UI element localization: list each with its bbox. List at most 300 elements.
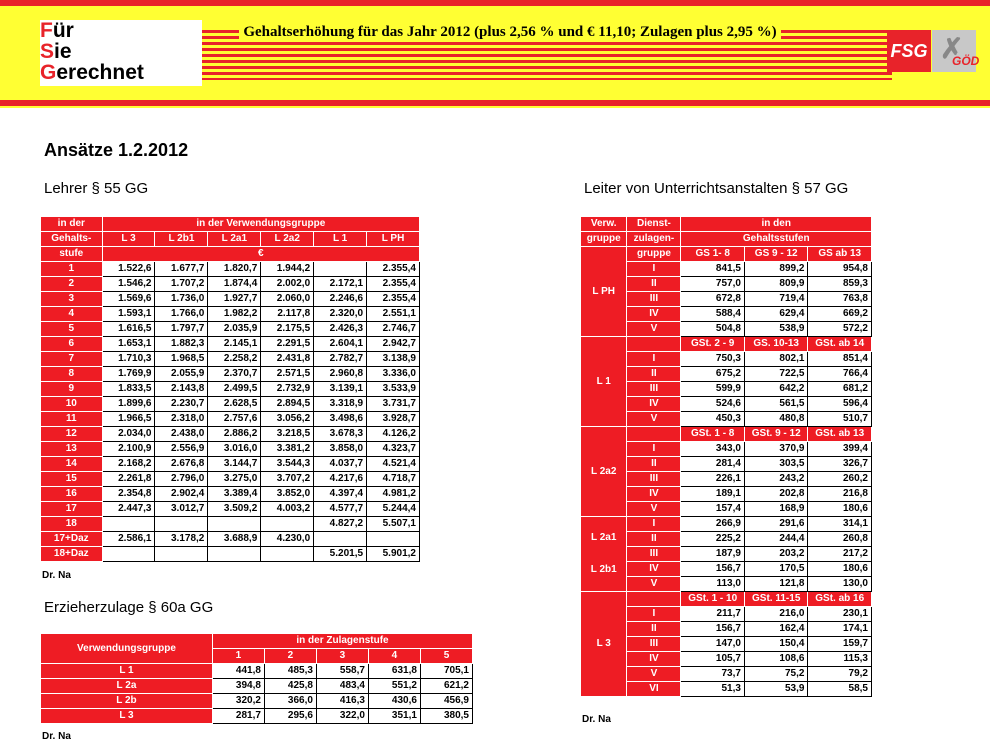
leiter-title: Leiter von Unterrichtsanstalten § 57 GG bbox=[584, 180, 849, 197]
value-cell: 3.389,4 bbox=[208, 487, 261, 502]
value-cell bbox=[155, 547, 208, 562]
value-cell bbox=[155, 517, 208, 532]
value-cell: 1.653,1 bbox=[102, 337, 155, 352]
value-cell: 3.707,2 bbox=[261, 472, 314, 487]
erzieher-title: Erzieherzulage § 60a GG bbox=[44, 599, 214, 616]
value-cell: 3.509,2 bbox=[208, 502, 261, 517]
row-header: 18+Daz bbox=[41, 547, 103, 562]
value-cell: 802,1 bbox=[744, 352, 808, 367]
value-cell: 2.230,7 bbox=[155, 397, 208, 412]
value-cell: 180,6 bbox=[808, 502, 872, 517]
row-header: L 3 bbox=[41, 709, 213, 724]
value-cell: 79,2 bbox=[808, 667, 872, 682]
value-cell: 551,2 bbox=[368, 679, 420, 694]
column-header: 3 bbox=[316, 649, 368, 664]
banner-top-line bbox=[0, 0, 990, 6]
logo-initial: G bbox=[40, 61, 57, 84]
value-cell: 809,9 bbox=[744, 277, 808, 292]
row-header: III bbox=[627, 637, 681, 652]
value-cell: 2.355,4 bbox=[367, 277, 420, 292]
row-header: 10 bbox=[41, 397, 103, 412]
row-header: 16 bbox=[41, 487, 103, 502]
column-header-dienstzulagen bbox=[627, 592, 681, 607]
value-cell: 3.139,1 bbox=[314, 382, 367, 397]
value-cell: 1.982,2 bbox=[208, 307, 261, 322]
value-cell: 281,4 bbox=[681, 457, 745, 472]
value-cell: 430,6 bbox=[368, 694, 420, 709]
value-cell: 1.882,3 bbox=[155, 337, 208, 352]
value-cell: 2.261,8 bbox=[102, 472, 155, 487]
row-header: V bbox=[627, 577, 681, 592]
value-cell bbox=[102, 547, 155, 562]
value-cell: 3.533,9 bbox=[367, 382, 420, 397]
value-cell: 750,3 bbox=[681, 352, 745, 367]
column-header: 5 bbox=[420, 649, 472, 664]
lehrer-note: Dr. Na bbox=[42, 570, 71, 581]
value-cell: 1.833,5 bbox=[102, 382, 155, 397]
value-cell: 558,7 bbox=[316, 664, 368, 679]
value-cell: 642,2 bbox=[744, 382, 808, 397]
row-header: I bbox=[627, 607, 681, 622]
value-cell bbox=[208, 547, 261, 562]
column-header: GS. 10-13 bbox=[744, 337, 808, 352]
column-header-dienstzulagen bbox=[627, 427, 681, 442]
table-row bbox=[41, 277, 420, 292]
leiter-table bbox=[580, 216, 872, 697]
table-row bbox=[41, 532, 420, 547]
value-cell: 2.499,5 bbox=[208, 382, 261, 397]
value-cell: 266,9 bbox=[681, 517, 745, 532]
value-cell: 1.736,0 bbox=[155, 292, 208, 307]
value-cell: 483,4 bbox=[316, 679, 368, 694]
value-cell: 2.894,5 bbox=[261, 397, 314, 412]
value-cell: 841,5 bbox=[681, 262, 745, 277]
group-header: in den bbox=[681, 217, 872, 232]
group-header: in der Verwendungsgruppe bbox=[102, 217, 419, 232]
column-header-gehaltsstufe: stufe bbox=[41, 247, 103, 262]
group-label: L PH bbox=[592, 285, 616, 297]
group-cell bbox=[581, 337, 627, 427]
table-row bbox=[581, 517, 872, 532]
table-row bbox=[41, 262, 420, 277]
value-cell: 303,5 bbox=[744, 457, 808, 472]
value-cell: 3.336,0 bbox=[367, 367, 420, 382]
value-cell: 2.258,2 bbox=[208, 352, 261, 367]
column-header-dienstzulagen bbox=[627, 337, 681, 352]
row-header: I bbox=[627, 262, 681, 277]
value-cell: 675,2 bbox=[681, 367, 745, 382]
column-header: GSt. 2 - 9 bbox=[681, 337, 745, 352]
group-label: L 2b1 bbox=[590, 564, 617, 575]
value-cell: 4.718,7 bbox=[367, 472, 420, 487]
column-header: GS 1- 8 bbox=[681, 247, 745, 262]
value-cell bbox=[314, 532, 367, 547]
value-cell: 621,2 bbox=[420, 679, 472, 694]
value-cell: 851,4 bbox=[808, 352, 872, 367]
row-header: 14 bbox=[41, 457, 103, 472]
value-cell: 320,2 bbox=[212, 694, 264, 709]
value-cell bbox=[261, 517, 314, 532]
row-header: III bbox=[627, 472, 681, 487]
value-cell: 2.143,8 bbox=[155, 382, 208, 397]
row-header: II bbox=[627, 622, 681, 637]
page-heading: Ansätze 1.2.2012 bbox=[44, 140, 189, 160]
value-cell: 147,0 bbox=[681, 637, 745, 652]
value-cell: 416,3 bbox=[316, 694, 368, 709]
value-cell: 3.544,3 bbox=[261, 457, 314, 472]
value-cell: 2.628,5 bbox=[208, 397, 261, 412]
table-row bbox=[41, 367, 420, 382]
table-row bbox=[41, 694, 473, 709]
value-cell: 2.055,9 bbox=[155, 367, 208, 382]
value-cell: 2.034,0 bbox=[102, 427, 155, 442]
lehrer-title: Lehrer § 55 GG bbox=[44, 180, 149, 197]
value-cell: 2.426,3 bbox=[314, 322, 367, 337]
value-cell: 2.438,0 bbox=[155, 427, 208, 442]
row-header: 5 bbox=[41, 322, 103, 337]
banner-bottom-line bbox=[0, 100, 990, 106]
row-header: IV bbox=[627, 397, 681, 412]
value-cell: 480,8 bbox=[744, 412, 808, 427]
value-cell: 681,2 bbox=[808, 382, 872, 397]
group-label: L 3 bbox=[596, 638, 611, 649]
value-cell: 5.201,5 bbox=[314, 547, 367, 562]
fsg-logo: FSG bbox=[887, 30, 931, 72]
row-header: 1 bbox=[41, 262, 103, 277]
value-cell: 705,1 bbox=[420, 664, 472, 679]
value-cell: 202,8 bbox=[744, 487, 808, 502]
group-label: L 2a2 bbox=[591, 465, 617, 477]
row-header: I bbox=[627, 352, 681, 367]
value-cell: 2.100,9 bbox=[102, 442, 155, 457]
value-cell: 859,3 bbox=[808, 277, 872, 292]
header-row bbox=[581, 217, 872, 232]
header-banner bbox=[0, 0, 990, 108]
value-cell: 3.928,7 bbox=[367, 412, 420, 427]
value-cell: 156,7 bbox=[681, 562, 745, 577]
row-header: VI bbox=[627, 682, 681, 697]
group-cell bbox=[581, 592, 627, 697]
value-cell: 230,1 bbox=[808, 607, 872, 622]
value-cell: 326,7 bbox=[808, 457, 872, 472]
column-header: 2 bbox=[264, 649, 316, 664]
value-cell: 1.707,2 bbox=[155, 277, 208, 292]
group-label: L 2a1 bbox=[591, 532, 617, 543]
value-cell: 5.244,4 bbox=[367, 502, 420, 517]
value-cell: 51,3 bbox=[681, 682, 745, 697]
value-cell: 1.710,3 bbox=[102, 352, 155, 367]
column-header: 4 bbox=[368, 649, 420, 664]
value-cell: 203,2 bbox=[744, 547, 808, 562]
goed-logo bbox=[932, 30, 980, 72]
table-row bbox=[41, 487, 420, 502]
table-row bbox=[41, 292, 420, 307]
logo-word-rest: ür bbox=[52, 19, 74, 42]
row-header: 17+Daz bbox=[41, 532, 103, 547]
value-cell: 2.035,9 bbox=[208, 322, 261, 337]
value-cell: 510,7 bbox=[808, 412, 872, 427]
value-cell: 189,1 bbox=[681, 487, 745, 502]
row-header: I bbox=[627, 442, 681, 457]
value-cell: 2.117,8 bbox=[261, 307, 314, 322]
value-cell: 1.797,7 bbox=[155, 322, 208, 337]
value-cell: 2.355,4 bbox=[367, 292, 420, 307]
table-row bbox=[41, 472, 420, 487]
value-cell: 394,8 bbox=[212, 679, 264, 694]
row-header: 3 bbox=[41, 292, 103, 307]
value-cell: 766,4 bbox=[808, 367, 872, 382]
value-cell: 370,9 bbox=[744, 442, 808, 457]
value-cell: 1.820,7 bbox=[208, 262, 261, 277]
group-cell bbox=[581, 517, 627, 592]
row-header: III bbox=[627, 547, 681, 562]
value-cell: 3.678,3 bbox=[314, 427, 367, 442]
erzieher-note: Dr. Na bbox=[42, 731, 71, 742]
value-cell: 4.827,2 bbox=[314, 517, 367, 532]
value-cell: 2.902,4 bbox=[155, 487, 208, 502]
value-cell: 1.766,0 bbox=[155, 307, 208, 322]
value-cell: 561,5 bbox=[744, 397, 808, 412]
row-header: I bbox=[627, 517, 681, 532]
row-header: V bbox=[627, 322, 681, 337]
table-row bbox=[41, 457, 420, 472]
table-row bbox=[41, 322, 420, 337]
value-cell: 596,4 bbox=[808, 397, 872, 412]
value-cell: 524,6 bbox=[681, 397, 745, 412]
value-cell: 1.874,4 bbox=[208, 277, 261, 292]
value-cell: 3.138,9 bbox=[367, 352, 420, 367]
value-cell: 187,9 bbox=[681, 547, 745, 562]
value-cell: 631,8 bbox=[368, 664, 420, 679]
value-cell: 180,6 bbox=[808, 562, 872, 577]
value-cell: 4.323,7 bbox=[367, 442, 420, 457]
value-cell: 260,8 bbox=[808, 532, 872, 547]
value-cell: 763,8 bbox=[808, 292, 872, 307]
value-cell: 174,1 bbox=[808, 622, 872, 637]
column-header: GS 9 - 12 bbox=[744, 247, 808, 262]
value-cell: 2.002,0 bbox=[261, 277, 314, 292]
row-header: 11 bbox=[41, 412, 103, 427]
column-header: GSt. 9 - 12 bbox=[744, 427, 808, 442]
value-cell: 343,0 bbox=[681, 442, 745, 457]
value-cell: 351,1 bbox=[368, 709, 420, 724]
value-cell: 2.354,8 bbox=[102, 487, 155, 502]
value-cell: 1.927,7 bbox=[208, 292, 261, 307]
value-cell: 244,4 bbox=[744, 532, 808, 547]
header-row bbox=[41, 634, 473, 649]
table-row bbox=[41, 412, 420, 427]
table-row bbox=[41, 679, 473, 694]
value-cell: 3.381,2 bbox=[261, 442, 314, 457]
value-cell: 4.126,2 bbox=[367, 427, 420, 442]
value-cell: 572,2 bbox=[808, 322, 872, 337]
banner-title bbox=[120, 24, 900, 41]
group-label: L 1 bbox=[596, 375, 611, 387]
group-cell bbox=[581, 247, 627, 337]
value-cell: 1.522,6 bbox=[102, 262, 155, 277]
table-row bbox=[41, 547, 420, 562]
column-header-gehaltsstufe: Gehalts- bbox=[41, 232, 103, 247]
table-row bbox=[41, 382, 420, 397]
value-cell: 216,8 bbox=[808, 487, 872, 502]
column-header-dienstzulagen: Dienst- bbox=[627, 217, 681, 232]
value-cell: 2.886,2 bbox=[208, 427, 261, 442]
row-header: 18 bbox=[41, 517, 103, 532]
column-header: L 2a2 bbox=[261, 232, 314, 247]
value-cell: 150,4 bbox=[744, 637, 808, 652]
row-header: 6 bbox=[41, 337, 103, 352]
row-header: V bbox=[627, 412, 681, 427]
value-cell: 217,2 bbox=[808, 547, 872, 562]
value-cell: 291,6 bbox=[744, 517, 808, 532]
value-cell: 2.556,9 bbox=[155, 442, 208, 457]
row-header: L 2a bbox=[41, 679, 213, 694]
value-cell: 1.616,5 bbox=[102, 322, 155, 337]
value-cell: 2.604,1 bbox=[314, 337, 367, 352]
value-cell: 1.968,5 bbox=[155, 352, 208, 367]
banner-title-text: Gehaltserhöhung für das Jahr 2012 (plus 2,56 % und € 11,10; Zulagen plus 2,95 %) bbox=[239, 24, 780, 40]
value-cell: 1.546,2 bbox=[102, 277, 155, 292]
header-row bbox=[41, 217, 420, 232]
value-cell: 425,8 bbox=[264, 679, 316, 694]
value-cell: 3.688,9 bbox=[208, 532, 261, 547]
value-cell: 58,5 bbox=[808, 682, 872, 697]
table-row bbox=[41, 442, 420, 457]
table-row bbox=[41, 502, 420, 517]
goed-check-icon: ✗ bbox=[940, 33, 964, 64]
value-cell: 757,0 bbox=[681, 277, 745, 292]
row-header: V bbox=[627, 667, 681, 682]
value-cell: 2.291,5 bbox=[261, 337, 314, 352]
value-cell: 1.569,6 bbox=[102, 292, 155, 307]
logo-word-rest: ie bbox=[54, 40, 72, 63]
value-cell: 2.060,0 bbox=[261, 292, 314, 307]
value-cell: 2.355,4 bbox=[367, 262, 420, 277]
value-cell bbox=[102, 517, 155, 532]
value-cell: 130,0 bbox=[808, 577, 872, 592]
value-cell: 2.175,5 bbox=[261, 322, 314, 337]
value-cell: 4.397,4 bbox=[314, 487, 367, 502]
value-cell: 108,6 bbox=[744, 652, 808, 667]
row-header: 17 bbox=[41, 502, 103, 517]
row-header: L 2b bbox=[41, 694, 213, 709]
value-cell: 2.586,1 bbox=[102, 532, 155, 547]
row-header: 13 bbox=[41, 442, 103, 457]
column-header-verw: Verw. bbox=[581, 217, 627, 232]
value-cell: 53,9 bbox=[744, 682, 808, 697]
value-cell: 2.370,7 bbox=[208, 367, 261, 382]
group-cell bbox=[581, 427, 627, 517]
goed-logo-text: GÖD bbox=[952, 54, 980, 68]
value-cell: 4.037,7 bbox=[314, 457, 367, 472]
logo-initial: F bbox=[40, 19, 53, 42]
column-header: L 3 bbox=[102, 232, 155, 247]
value-cell: 159,7 bbox=[808, 637, 872, 652]
value-cell: 2.431,8 bbox=[261, 352, 314, 367]
value-cell: 2.318,0 bbox=[155, 412, 208, 427]
value-cell: 456,9 bbox=[420, 694, 472, 709]
column-header-gehaltsstufe: in der bbox=[41, 217, 103, 232]
value-cell: 295,6 bbox=[264, 709, 316, 724]
column-header: L 1 bbox=[314, 232, 367, 247]
value-cell: 2.782,7 bbox=[314, 352, 367, 367]
value-cell: 1.966,5 bbox=[102, 412, 155, 427]
value-cell: 366,0 bbox=[264, 694, 316, 709]
value-cell: 2.732,9 bbox=[261, 382, 314, 397]
column-header-dienstzulagen: zulagen- bbox=[627, 232, 681, 247]
value-cell: 2.757,6 bbox=[208, 412, 261, 427]
row-header: L 1 bbox=[41, 664, 213, 679]
header-row bbox=[41, 232, 420, 247]
value-cell: 1.593,1 bbox=[102, 307, 155, 322]
column-header: GSt. 1 - 10 bbox=[681, 592, 745, 607]
column-header: L 2b1 bbox=[155, 232, 208, 247]
column-header-dienstzulagen: gruppe bbox=[627, 247, 681, 262]
value-cell: 4.981,2 bbox=[367, 487, 420, 502]
value-cell: 4.230,0 bbox=[261, 532, 314, 547]
value-cell: 2.942,7 bbox=[367, 337, 420, 352]
value-cell: 3.731,7 bbox=[367, 397, 420, 412]
row-header: III bbox=[627, 292, 681, 307]
row-header: 4 bbox=[41, 307, 103, 322]
column-header: GSt. 1 - 8 bbox=[681, 427, 745, 442]
value-cell: 2.676,8 bbox=[155, 457, 208, 472]
value-cell: 629,4 bbox=[744, 307, 808, 322]
value-cell: 260,2 bbox=[808, 472, 872, 487]
value-cell: 3.218,5 bbox=[261, 427, 314, 442]
header-row bbox=[41, 247, 420, 262]
column-header: GSt. ab 16 bbox=[808, 592, 872, 607]
value-cell: 168,9 bbox=[744, 502, 808, 517]
row-header: II bbox=[627, 277, 681, 292]
row-header: II bbox=[627, 532, 681, 547]
value-cell bbox=[208, 517, 261, 532]
table-row bbox=[41, 352, 420, 367]
value-cell: 216,0 bbox=[744, 607, 808, 622]
column-header: GS ab 13 bbox=[808, 247, 872, 262]
row-header: IV bbox=[627, 487, 681, 502]
value-cell: 322,0 bbox=[316, 709, 368, 724]
value-cell: 105,7 bbox=[681, 652, 745, 667]
row-header: IV bbox=[627, 307, 681, 322]
value-cell bbox=[261, 547, 314, 562]
value-cell: 2.551,1 bbox=[367, 307, 420, 322]
column-header: L 2a1 bbox=[208, 232, 261, 247]
value-cell: 226,1 bbox=[681, 472, 745, 487]
value-cell: 588,4 bbox=[681, 307, 745, 322]
value-cell: 170,5 bbox=[744, 562, 808, 577]
header-row bbox=[581, 232, 872, 247]
value-cell: 1.677,7 bbox=[155, 262, 208, 277]
value-cell: 4.217,6 bbox=[314, 472, 367, 487]
value-cell: 113,0 bbox=[681, 577, 745, 592]
table-row bbox=[41, 307, 420, 322]
value-cell: 2.172,1 bbox=[314, 277, 367, 292]
value-cell: 3.016,0 bbox=[208, 442, 261, 457]
value-cell: 3.318,9 bbox=[314, 397, 367, 412]
value-cell: 2.320,0 bbox=[314, 307, 367, 322]
value-cell: 115,3 bbox=[808, 652, 872, 667]
value-cell: 73,7 bbox=[681, 667, 745, 682]
row-header: 9 bbox=[41, 382, 103, 397]
value-cell: 1.769,9 bbox=[102, 367, 155, 382]
value-cell: 1.944,2 bbox=[261, 262, 314, 277]
value-cell: 5.901,2 bbox=[367, 547, 420, 562]
row-header: IV bbox=[627, 562, 681, 577]
value-cell: 2.571,5 bbox=[261, 367, 314, 382]
value-cell: 75,2 bbox=[744, 667, 808, 682]
value-cell bbox=[367, 532, 420, 547]
